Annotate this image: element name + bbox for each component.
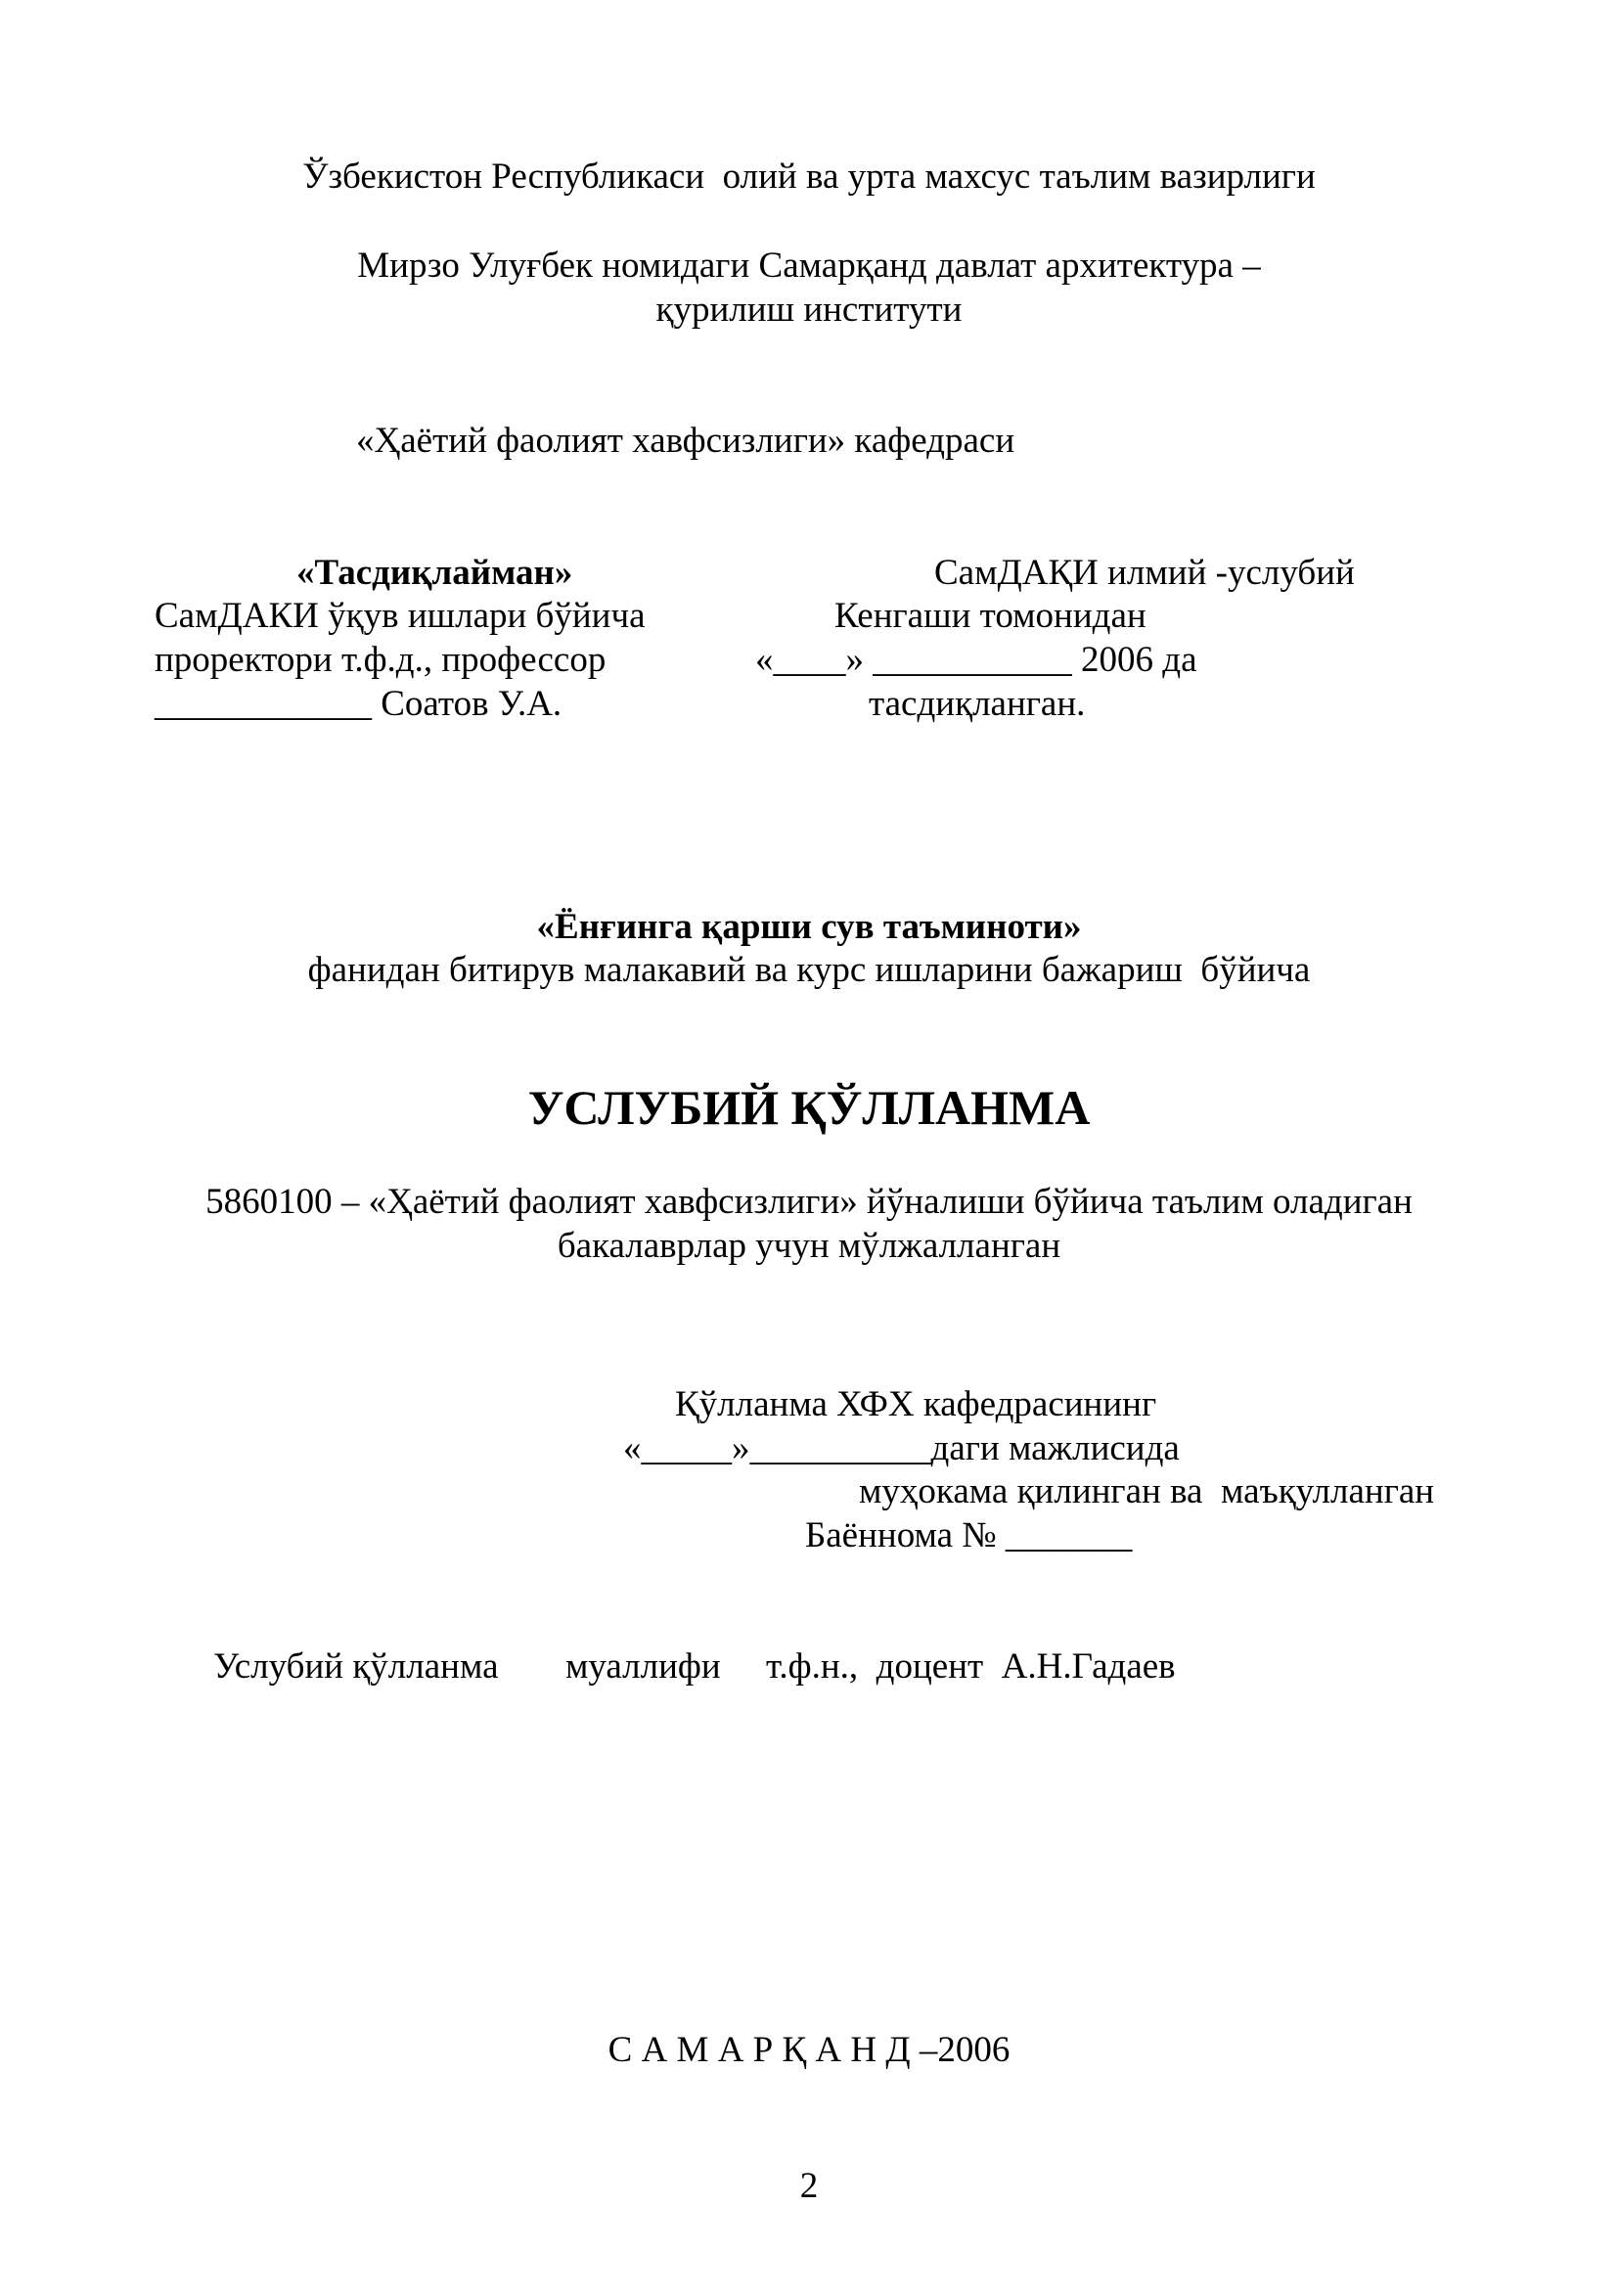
page-number: 2 — [799, 2166, 819, 2206]
protocol-number-line: Баённома № _______ — [805, 1515, 1133, 1555]
institute-name-line2: қурилиш институти — [655, 290, 963, 330]
subject-title: «Ёнғинга қарши сув таъминоти» — [536, 907, 1082, 947]
approval-left-line1: СамДАКИ ўқув ишлари бўйича — [155, 596, 646, 636]
meeting-line1: Қўлланма ХФХ кафедрасининг — [675, 1384, 1157, 1424]
institute-name-line1: Мирзо Улуғбек номидаги Самарқанд давлат архитектура – — [357, 246, 1261, 286]
subject-subtitle: фанидан битирув малакавий ва курс ишларини бажариш бўйича — [307, 950, 1311, 990]
approval-right-date-line: «____» ___________ 2006 да — [755, 640, 1197, 680]
meeting-line3: муҳокама қилинган ва маъқулланган — [859, 1471, 1435, 1511]
author-label: Услубий қўлланма — [213, 1646, 499, 1687]
approval-left-signature-line: ____________ Соатов У.А. — [155, 684, 562, 724]
meeting-date-line: «_____»__________даги мажлисида — [623, 1428, 1180, 1468]
approval-right-line1: СамДАҚИ илмий -услубий — [934, 553, 1355, 593]
approval-right-line4: тасдиқланган. — [869, 684, 1086, 724]
approval-left-line2: проректори т.ф.д., профессор — [155, 640, 607, 680]
city-year: С А М А Р Қ А Н Д –2006 — [607, 2030, 1011, 2070]
author-role: муаллифи — [565, 1646, 721, 1687]
intended-for-line1: 5860100 – «Ҳаётий фаолият хавфсизлиги» йўналиши бўйича таълим оладиган — [205, 1182, 1413, 1222]
intended-for-line2: бакалаврлар учун мўлжалланган — [557, 1226, 1061, 1266]
document-main-title: УСЛУБИЙ ҚЎЛЛАНМА — [527, 1080, 1091, 1135]
approval-title: «Тасдиқлайман» — [296, 553, 573, 593]
ministry-heading: Ўзбекистон Республикаси олий ва урта махсус таълим вазирлиги — [302, 157, 1316, 197]
author-name: т.ф.н., доцент А.Н.Гадаев — [766, 1646, 1176, 1687]
approval-right-line2: Кенгаши томонидан — [834, 596, 1146, 636]
department-name: «Ҳаётий фаолият хавфсизлиги» кафедраси — [356, 421, 1015, 461]
